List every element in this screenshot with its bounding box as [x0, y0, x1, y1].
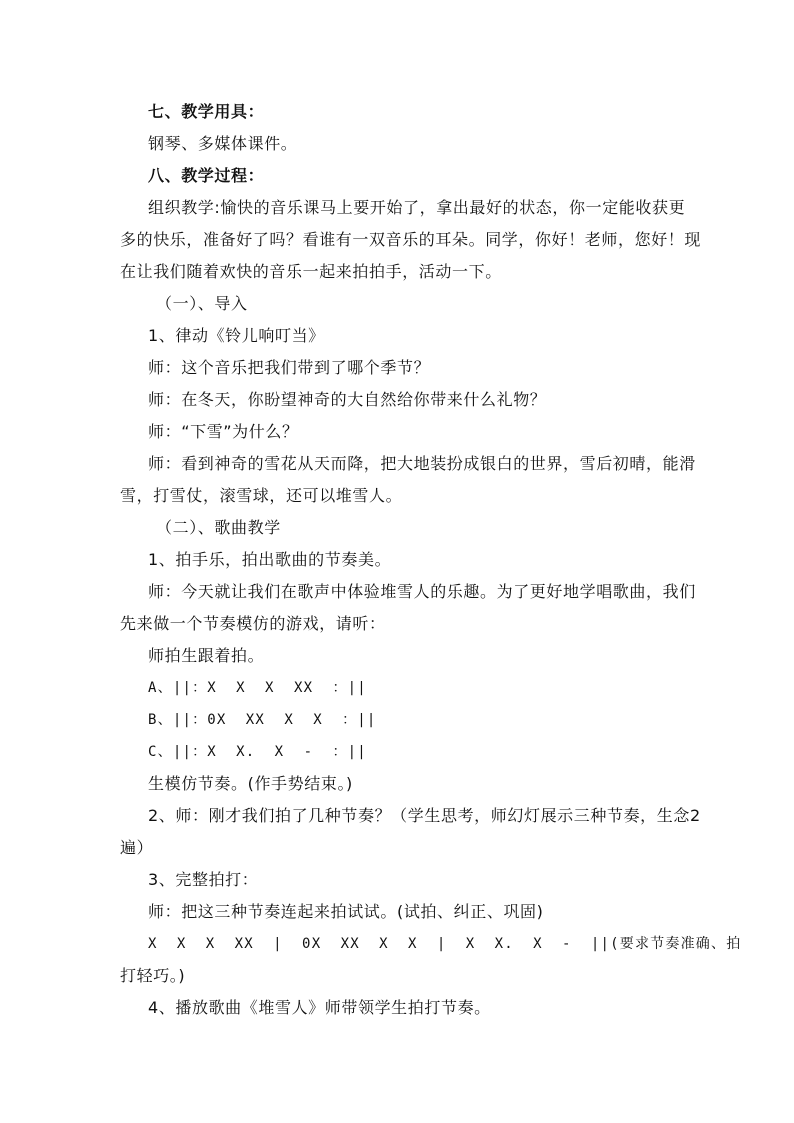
intro-line-1: 组织教学:愉快的音乐课马上要开始了，拿出最好的状态，你一定能收获更 [148, 198, 686, 217]
part1-question-2: 师：在冬天，你盼望神奇的大自然给你带来什么礼物？ [148, 390, 547, 409]
part2-item-4: 4、播放歌曲《堆雪人》师带领学生拍打节奏。 [148, 998, 491, 1017]
rhythm-b: B、||：0X XX X X ：|| [148, 712, 377, 728]
section-7-title: 七、教学用具： [148, 102, 265, 121]
part1-answer-line-2: 雪，打雪仗，滚雪球，还可以堆雪人。 [120, 486, 403, 505]
section-8-title: 八、教学过程： [148, 166, 265, 185]
part2-item-3: 3、完整拍打： [148, 870, 259, 889]
rhythm-c: C、||：X X. X - ：|| [148, 744, 367, 760]
part1-question-3: 师：“下雪”为什么？ [148, 422, 299, 441]
part2-teacher-line-2: 先来做一个节奏模仿的游戏，请听： [120, 614, 386, 633]
combined-rhythm-line-1: X X X XX | 0X XX X X | X X. X - ||(要求节奏准确、拍 [148, 936, 742, 952]
part2-teacher-line-1: 师：今天就让我们在歌声中体验堆雪人的乐趣。为了更好地学唱歌曲，我们 [148, 582, 696, 601]
part2-item-2-line-2: 遍） [120, 838, 154, 857]
intro-line-2: 多的快乐，准备好了吗？看谁有一双音乐的耳朵。同学，你好！老师，您好！现 [120, 230, 702, 249]
part2-heading: （二）、歌曲教学 [156, 518, 281, 537]
part2-teacher-claps: 师拍生跟着拍。 [148, 646, 265, 665]
section-7-body: 钢琴、多媒体课件。 [148, 134, 298, 153]
part1-question-1: 师：这个音乐把我们带到了哪个季节？ [148, 358, 431, 377]
part1-answer-line-1: 师：看到神奇的雪花从天而降，把大地装扮成银白的世界，雪后初晴，能滑 [148, 454, 696, 473]
intro-line-3: 在让我们随着欢快的音乐一起来拍拍手，活动一下。 [120, 262, 502, 281]
student-imitate: 生模仿节奏。(作手势结束。) [148, 774, 353, 793]
combined-rhythm-line-2: 打轻巧。) [120, 966, 186, 985]
part1-item-1: 1、律动《铃儿响叮当》 [148, 326, 325, 345]
part2-item-1: 1、拍手乐，拍出歌曲的节奏美。 [148, 550, 392, 569]
part1-heading: （一）、导入 [156, 294, 248, 313]
part2-teacher-line-3: 师：把这三种节奏连起来拍试试。(试拍、纠正、巩固) [148, 902, 544, 921]
rhythm-a: A、||：X X X XX ：|| [148, 680, 367, 696]
part2-item-2-line-1: 2、师：刚才我们拍了几种节奏？（学生思考，师幻灯展示三种节奏，生念2 [148, 806, 701, 825]
